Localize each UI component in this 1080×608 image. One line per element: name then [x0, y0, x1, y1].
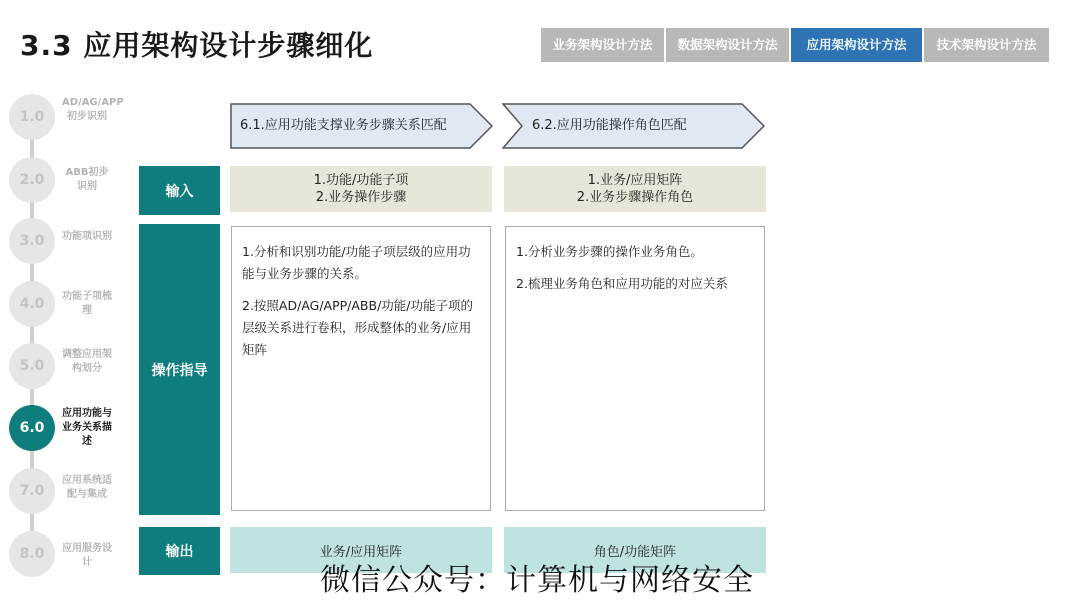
column-2-ops-box [505, 226, 765, 511]
column-1-ops-item: 2.按照AD/AG/APP/ABB/功能/功能子项的层级关系进行卷积，形成整体的业务/应用矩阵 [242, 298, 474, 357]
tab-data-architecture[interactable]: 数据架构设计方法 [666, 28, 789, 62]
step-circle-6[interactable]: 6.0 [9, 405, 55, 451]
column-2-output-box: 角色/功能矩阵 [504, 527, 766, 573]
column-1-output-box: 业务/应用矩阵 [230, 527, 492, 573]
column-1-input-item: 2.业务操作步骤 [315, 190, 407, 205]
watermark-text: 微信公众号：计算机与网络安全 [320, 563, 754, 598]
column-1-heading-arrow [230, 103, 494, 149]
method-tabs [541, 28, 1051, 62]
column-1-input-box [230, 166, 492, 212]
step-label-5: 调整应用架构划分 [62, 349, 112, 374]
row-label-output: 输出 [139, 527, 220, 575]
step-circle-3[interactable]: 3.0 [9, 218, 55, 264]
tab-business-architecture[interactable]: 业务架构设计方法 [541, 28, 664, 62]
tab-application-architecture[interactable]: 应用架构设计方法 [791, 28, 922, 62]
step-label-4: 功能子项梳理 [62, 291, 112, 316]
step-label-3: 功能项识别 [62, 231, 112, 242]
row-label-input: 输入 [139, 166, 220, 215]
column-1-input-item: 1.功能/功能子项 [313, 173, 409, 188]
row-label-ops: 操作指导 [139, 224, 220, 515]
step-circle-5[interactable]: 5.0 [9, 343, 55, 389]
step-circle-8[interactable]: 8.0 [9, 531, 55, 577]
column-2-heading: 6.2.应用功能操作角色匹配 [532, 118, 687, 133]
column-2-ops-item: 2.梳理业务角色和应用功能的对应关系 [516, 276, 728, 291]
step-circle-4[interactable]: 4.0 [9, 281, 55, 327]
column-2-input-box [504, 166, 766, 212]
step-label-1: AD/AG/APP初步识别 [62, 97, 124, 122]
step-label-7: 应用系统适配与集成 [62, 475, 112, 500]
column-1-heading: 6.1.应用功能支撑业务步骤关系匹配 [240, 118, 447, 133]
step-label-8: 应用服务设计 [62, 543, 112, 568]
column-2-ops-item: 1.分析业务步骤的操作业务角色。 [516, 244, 703, 259]
column-1-ops-box [231, 226, 491, 511]
column-2-heading-arrow [502, 103, 766, 149]
step-circle-1[interactable]: 1.0 [9, 94, 55, 140]
page-title: 3.3 应用架构设计步骤细化 [20, 29, 374, 62]
step-circle-2[interactable]: 2.0 [9, 157, 55, 203]
column-2-input-item: 2.业务步骤操作角色 [576, 190, 694, 205]
step-circle-7[interactable]: 7.0 [9, 468, 55, 514]
step-label-2: ABB初步识别 [65, 167, 109, 192]
step-label-6: 应用功能与业务关系描述 [62, 408, 112, 447]
column-2-input-item: 1.业务/应用矩阵 [587, 173, 683, 188]
column-1-ops-item: 1.分析和识别功能/功能子项层级的应用功能与业务步骤的关系。 [242, 244, 471, 281]
tab-technology-architecture[interactable]: 技术架构设计方法 [924, 28, 1049, 62]
